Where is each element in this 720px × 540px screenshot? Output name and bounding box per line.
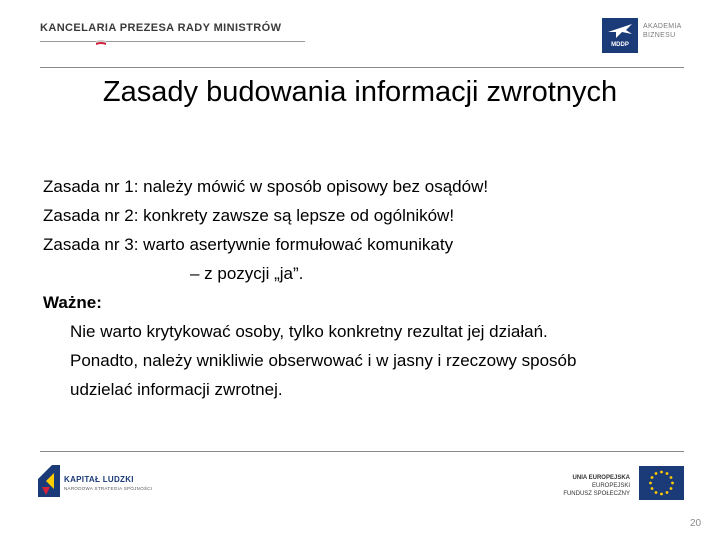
kapital-ludzki-title: KAPITAŁ LUDZKI [64, 475, 134, 484]
important-heading: Ważne: [43, 293, 102, 312]
important-line-2: Ponadto, należy wnikliwie obserwować i w jasny i rzeczowy sposób [70, 351, 577, 370]
rule-2 [43, 201, 576, 230]
rule-1-text: : należy mówić w sposób opisowy bez osądów! [133, 177, 489, 196]
footer-divider [40, 451, 684, 452]
rule-1-label: Zasada nr 1 [43, 177, 134, 196]
kprm-logo-text: KANCELARIA PREZESA RADY MINISTRÓW [40, 22, 282, 34]
mddp-label: MDDP [611, 42, 629, 48]
slide-title: Zasady budowania informacji zwrotnych [102, 76, 618, 108]
plane-icon [602, 18, 638, 42]
header-divider [40, 67, 684, 68]
eu-line1: UNIA EUROPEJSKA [572, 475, 630, 481]
akademia-biznesu [643, 22, 682, 40]
rule-2-text: konkrety zawsze są lepsze od ogólników! [138, 206, 455, 225]
akademia-line1: AKADEMIA [643, 23, 682, 30]
page-number: 20 [690, 518, 702, 529]
important-line-1: Nie warto krytykować osoby, tylko konkretny rezultat jej działań. [70, 322, 548, 341]
eu-line2: EUROPEJSKI [591, 483, 630, 489]
rule-3-text: warto asertywnie formułować komunikaty [138, 235, 454, 254]
rule-1 [43, 172, 576, 201]
rule-3 [43, 230, 576, 259]
kapital-ludzki-logo-icon [38, 465, 60, 497]
rule-3-label: Zasada nr 3: [43, 235, 139, 254]
important-label [43, 288, 576, 317]
eu-fund-text [540, 474, 630, 498]
slide-body [43, 172, 576, 404]
kapital-ludzki-subtitle: NARODOWA STRATEGIA SPÓJNOŚCI [64, 486, 153, 491]
rule-2-label: Zasada nr 2: [43, 206, 139, 225]
rule-3-continuation: – z pozycji „ja”. [190, 264, 304, 283]
important-line-3: udzielać informacji zwrotnej. [70, 380, 283, 399]
eu-line3: FUNDUSZ SPOŁECZNY [563, 491, 630, 497]
akademia-line2: BIZNESU [643, 32, 676, 39]
eu-flag-icon [639, 466, 684, 500]
kprm-underline [40, 41, 305, 42]
poland-flag-icon [96, 39, 106, 47]
